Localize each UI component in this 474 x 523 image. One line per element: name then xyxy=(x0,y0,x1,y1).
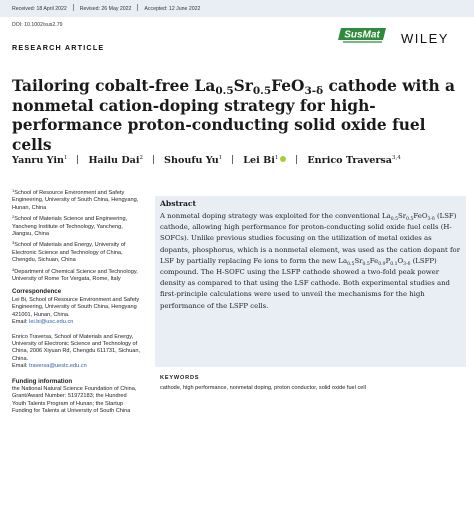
affiliation: $^2$School of Materials Science and Engineering, Yancheng Institute of Technology, Yancheng, Jiangsu, China xyxy=(12,214,128,238)
accepted-date: Accepted: 12 June 2022 xyxy=(144,6,201,12)
correspondence-entry: Enrico Traversa, School of Materials and Energy, University of Electronic Science and Technology of China, 2006 Xiyuan Rd, Chengdu 611731, Sichuan, China. Email: traversa@uestc.edu.cn xyxy=(12,333,141,370)
article-dates xyxy=(12,4,200,12)
author-name[interactable]: Lei Bi$^1$ xyxy=(243,155,286,166)
abstract-heading: Abstract xyxy=(160,199,197,208)
article-title xyxy=(12,77,467,155)
abstract-text: A nonmetal doping strategy was exploited for the conventional $La_{0.5}Sr_{0.5}FeO_{3-\delta}$ (LSF) cathode, allowing high performance for proton-conducting solid oxide fuel cells (H-SOFCs). Unlike previous studies focusing on the utilization of metal oxides as dopants, phosphorus, which is a nonmetal element, was used as the cation dopant for LSF by partially replacing Fe ions to form the new $La_{0.5}Sr_{0.5}Fe_{0.9}P_{0.1}O_{3-\delta}$ (LSFP) compound. The H-SOFC using the LSFP cathode showed a two-fold peak power density as compared to that using the LSF cathode. Both experimental studies and first-principle calculations were used to unveil the mechanisms for the high performance of the LSFP cells. xyxy=(160,212,460,310)
email-link[interactable]: lei.bi@usc.edu.cn xyxy=(29,319,74,326)
correspondence-heading: Correspondence xyxy=(12,288,62,296)
author-name[interactable]: Enrico Traversa$^{3,4}$ xyxy=(307,155,401,166)
funding-text: the National Natural Science Foundation of China, Grant/Award Number: 51972183; the Hundred Youth Talents Program of Hunan; the Startup Funding for Talents at University of South China xyxy=(12,385,137,415)
susmat-logo-icon xyxy=(338,26,388,46)
title-subscript: 3-δ xyxy=(304,85,324,97)
orcid-icon[interactable] xyxy=(280,156,286,162)
author-name[interactable]: Yanru Yin$^1$ xyxy=(12,155,68,166)
author-name[interactable]: Hailu Dai$^2$ xyxy=(88,155,144,166)
received-date: Received: 18 April 2022 xyxy=(12,6,67,12)
author-separator xyxy=(232,155,233,164)
title-text: Tailoring cobalt-free La xyxy=(12,77,216,95)
author-separator xyxy=(153,155,154,164)
author-list xyxy=(12,155,401,166)
revised-date: Revised: 26 May 2022 xyxy=(79,6,132,12)
title-subscript: 0.5 xyxy=(215,85,234,97)
article-type-label: RESEARCH ARTICLE xyxy=(12,43,105,52)
title-text: FeO xyxy=(271,77,305,95)
keywords-heading: KEYWORDS xyxy=(160,375,200,381)
title-text: Sr xyxy=(233,77,253,95)
article-sidebar xyxy=(12,190,142,416)
author-name[interactable]: Shoufu Yu$^1$ xyxy=(164,155,223,166)
funding-heading: Funding information xyxy=(12,377,73,385)
date-separator xyxy=(73,4,74,11)
keywords-list: cathode, high performance, nonmetal doping, proton conductor, solid oxide fuel cell xyxy=(160,385,366,391)
title-text: cathode with a nonmetal cation-doping strategy for high-performance proton-conducting solid oxide fuel cells xyxy=(12,77,456,154)
affiliation: $^4$Department of Chemical Science and Technology, University of Rome Tor Vergata, Rome, Italy xyxy=(12,266,138,283)
author-separator xyxy=(77,155,78,164)
correspondence-entry: Lei Bi, School of Resource Environment and Safety Engineering, University of South China, Hengyang 421001, Hunan, China. Email: lei.bi@usc.edu.cn xyxy=(12,296,140,326)
author-separator xyxy=(296,155,297,164)
date-separator xyxy=(137,4,138,11)
publisher-logo: WILEY xyxy=(401,31,449,46)
doi[interactable]: DOI: 10.1002/sus2.79 xyxy=(12,22,63,28)
journal-logo xyxy=(338,26,388,46)
email-link[interactable]: traversa@uestc.edu.cn xyxy=(29,363,87,370)
svg-text:SusMat: SusMat xyxy=(344,29,380,41)
affiliation: $^3$School of Materials and Energy, University of Electronic Science and Technology of China, Chengdu, Sichuan, China xyxy=(12,240,126,264)
title-subscript: 0.5 xyxy=(252,85,272,97)
affiliation: $^1$School of Resource Environment and Safety Engineering, University of South China, Hengyang, Hunan, China xyxy=(12,188,139,211)
